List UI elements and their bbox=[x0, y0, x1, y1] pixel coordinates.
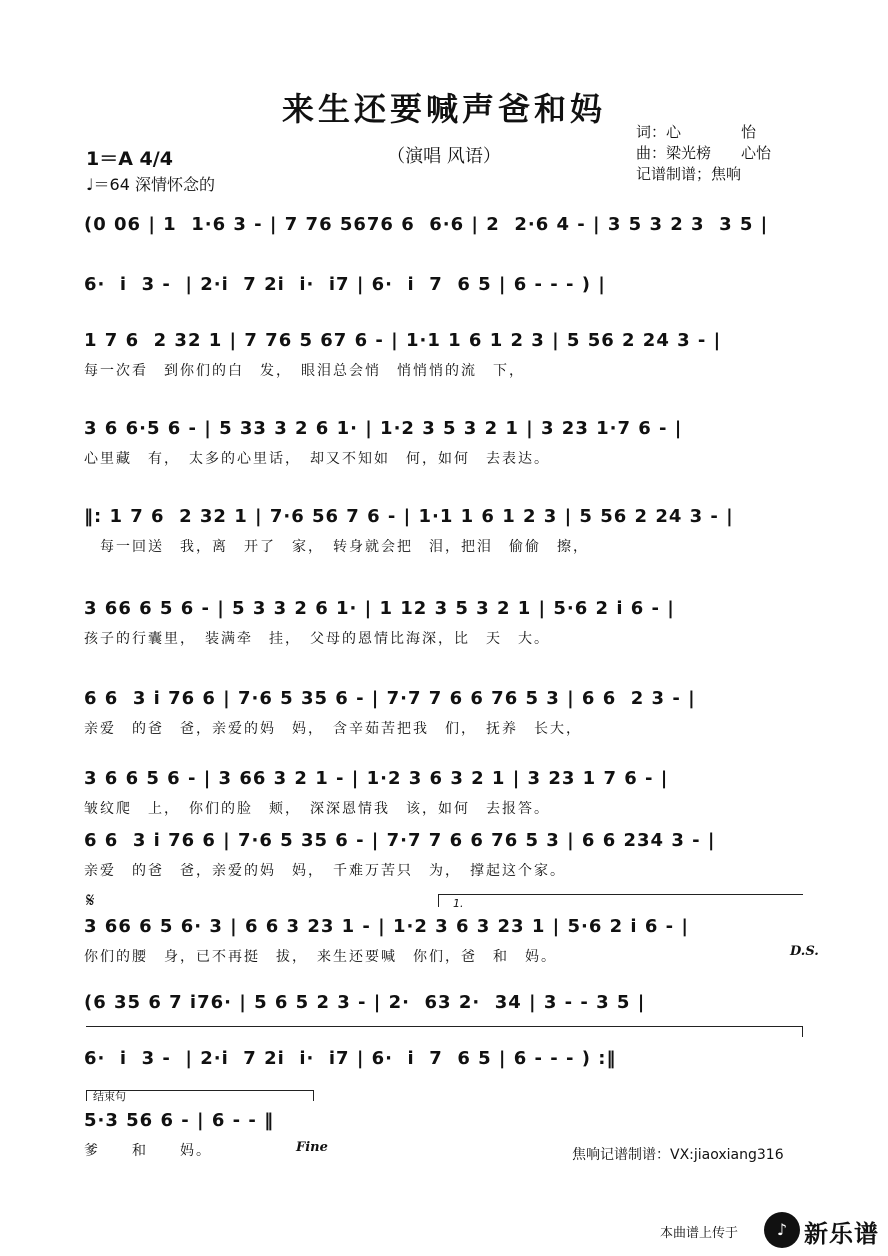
segno-mark: 𝄋 bbox=[86, 888, 95, 912]
performer-subtitle: （演唱 风语） bbox=[387, 146, 501, 167]
notation-line: ‖: 1 7 6 2 32 1 | 7·6 56 7 6 - | 1·1 1 6 1 2 3 | 5 56 2 24 3 - | bbox=[84, 506, 734, 527]
score-row bbox=[84, 1048, 810, 1082]
score-row bbox=[84, 992, 810, 1026]
notation-line: 6· i 3 - | 2·i 7 2i i· i7 | 6· i 7 6 5 | 6 - - - ) | bbox=[84, 274, 606, 295]
lyrics-line: 每一次看 到你们的白 发， 眼泪总会悄 悄悄悄的流 下， bbox=[84, 363, 525, 379]
notation-line: 1 7 6 2 32 1 | 7 76 5 67 6 - | 1·1 1 6 1 2 3 | 5 56 2 24 3 - | bbox=[84, 330, 722, 351]
dal-segno-mark: D.S. bbox=[790, 944, 819, 959]
score-row bbox=[84, 598, 810, 647]
brand-name: 新乐谱 bbox=[804, 1220, 879, 1248]
notation-line: 3 6 6·5 6 - | 5 33 3 2 6 1· | 1·2 3 5 3 2 1 | 3 23 1·7 6 - | bbox=[84, 418, 683, 439]
ending-bracket bbox=[86, 1090, 314, 1101]
repeat-bracket bbox=[86, 1026, 803, 1037]
key-signature: 1＝A 4/4 bbox=[86, 148, 173, 170]
lyricist-credit: 词：心 怡 bbox=[636, 123, 757, 141]
tempo-marking: ♩＝64 深情怀念的 bbox=[86, 175, 215, 194]
notation-line: 6· i 3 - | 2·i 7 2i i· i7 | 6· i 7 6 5 | 6 - - - ) :‖ bbox=[84, 1048, 617, 1069]
composer-credit: 曲：梁光榜 心怡 bbox=[636, 144, 772, 162]
lyrics-line: 皱纹爬 上， 你们的脸 颊， 深深恩情我 该，如何 去报答。 bbox=[84, 801, 550, 817]
notation-line: 6 6 3 i 76 6 | 7·6 5 35 6 - | 7·7 7 6 6 76 5 3 | 6 6 2 3 - | bbox=[84, 688, 696, 709]
score-row bbox=[84, 418, 810, 467]
notation-line: (0 06 | 1 1·6 3 - | 7 76 5676 6 6·6 | 2 2·6 4 - | 3 5 3 2 3 3 5 | bbox=[84, 214, 769, 235]
lyrics-line: 你们的腰 身，已不再挺 拔， 来生还要喊 你们，爸 和 妈。 bbox=[84, 949, 557, 965]
notation-line: (6 35 6 7 i76· | 5 6 5 2 3 - | 2· 63 2· 34 | 3 - - 3 5 | bbox=[84, 992, 646, 1013]
logo-icon: ♪ bbox=[764, 1212, 800, 1248]
score-row bbox=[84, 506, 810, 555]
credits-block bbox=[636, 122, 771, 185]
ending-label: 结束句 bbox=[93, 1090, 126, 1103]
score-row bbox=[84, 330, 810, 379]
lyrics-line: 心里藏 有， 太多的心里话， 却又不知如 何，如何 去表达。 bbox=[84, 451, 550, 467]
lyrics-line: 亲爱 的爸 爸，亲爱的妈 妈， 含辛茹苦把我 们， 抚养 长大， bbox=[84, 721, 582, 737]
transcriber-credit: 记谱制谱；焦响 bbox=[636, 165, 742, 183]
score-row bbox=[84, 274, 810, 308]
score-row bbox=[84, 768, 810, 817]
lyrics-line: 爹 和 妈。 bbox=[84, 1143, 212, 1159]
score-row bbox=[84, 214, 810, 248]
transcriber-contact: 焦响记谱制谱：VX:jiaoxiang316 bbox=[572, 1147, 784, 1163]
fine-mark: Fine bbox=[296, 1140, 328, 1155]
lyrics-line: 每一回送 我，离 开了 家， 转身就会把 泪，把泪 偷偷 擦， bbox=[84, 539, 589, 555]
song-title: 来生还要喊声爸和妈 bbox=[281, 90, 606, 128]
first-ending-bracket bbox=[438, 894, 803, 910]
score-row bbox=[84, 830, 810, 879]
notation-line: 3 66 6 5 6 - | 5 3 3 2 6 1· | 1 12 3 5 3 2 1 | 5·6 2 i 6 - | bbox=[84, 598, 675, 619]
notation-line: 3 66 6 5 6· 3 | 6 6 3 23 1 - | 1·2 3 6 3 23 1 | 5·6 2 i 6 - | bbox=[84, 916, 689, 937]
volta-label: 1. bbox=[453, 897, 464, 910]
score-row bbox=[84, 688, 810, 737]
upload-text: 本曲谱上传于 bbox=[660, 1226, 739, 1241]
notation-line: 3 6 6 5 6 - | 3 66 3 2 1 - | 1·2 3 6 3 2 1 | 3 23 1 7 6 - | bbox=[84, 768, 669, 789]
notation-line: 5·3 56 6 - | 6 - - ‖ bbox=[84, 1110, 275, 1131]
notation-line: 6 6 3 i 76 6 | 7·6 5 35 6 - | 7·7 7 6 6 76 5 3 | 6 6 234 3 - | bbox=[84, 830, 716, 851]
lyrics-line: 亲爱 的爸 爸，亲爱的妈 妈， 千难万苦只 为， 撑起这个家。 bbox=[84, 863, 566, 879]
lyrics-line: 孩子的行囊里， 装满牵 挂， 父母的恩情比海深，比 天 大。 bbox=[84, 631, 550, 647]
